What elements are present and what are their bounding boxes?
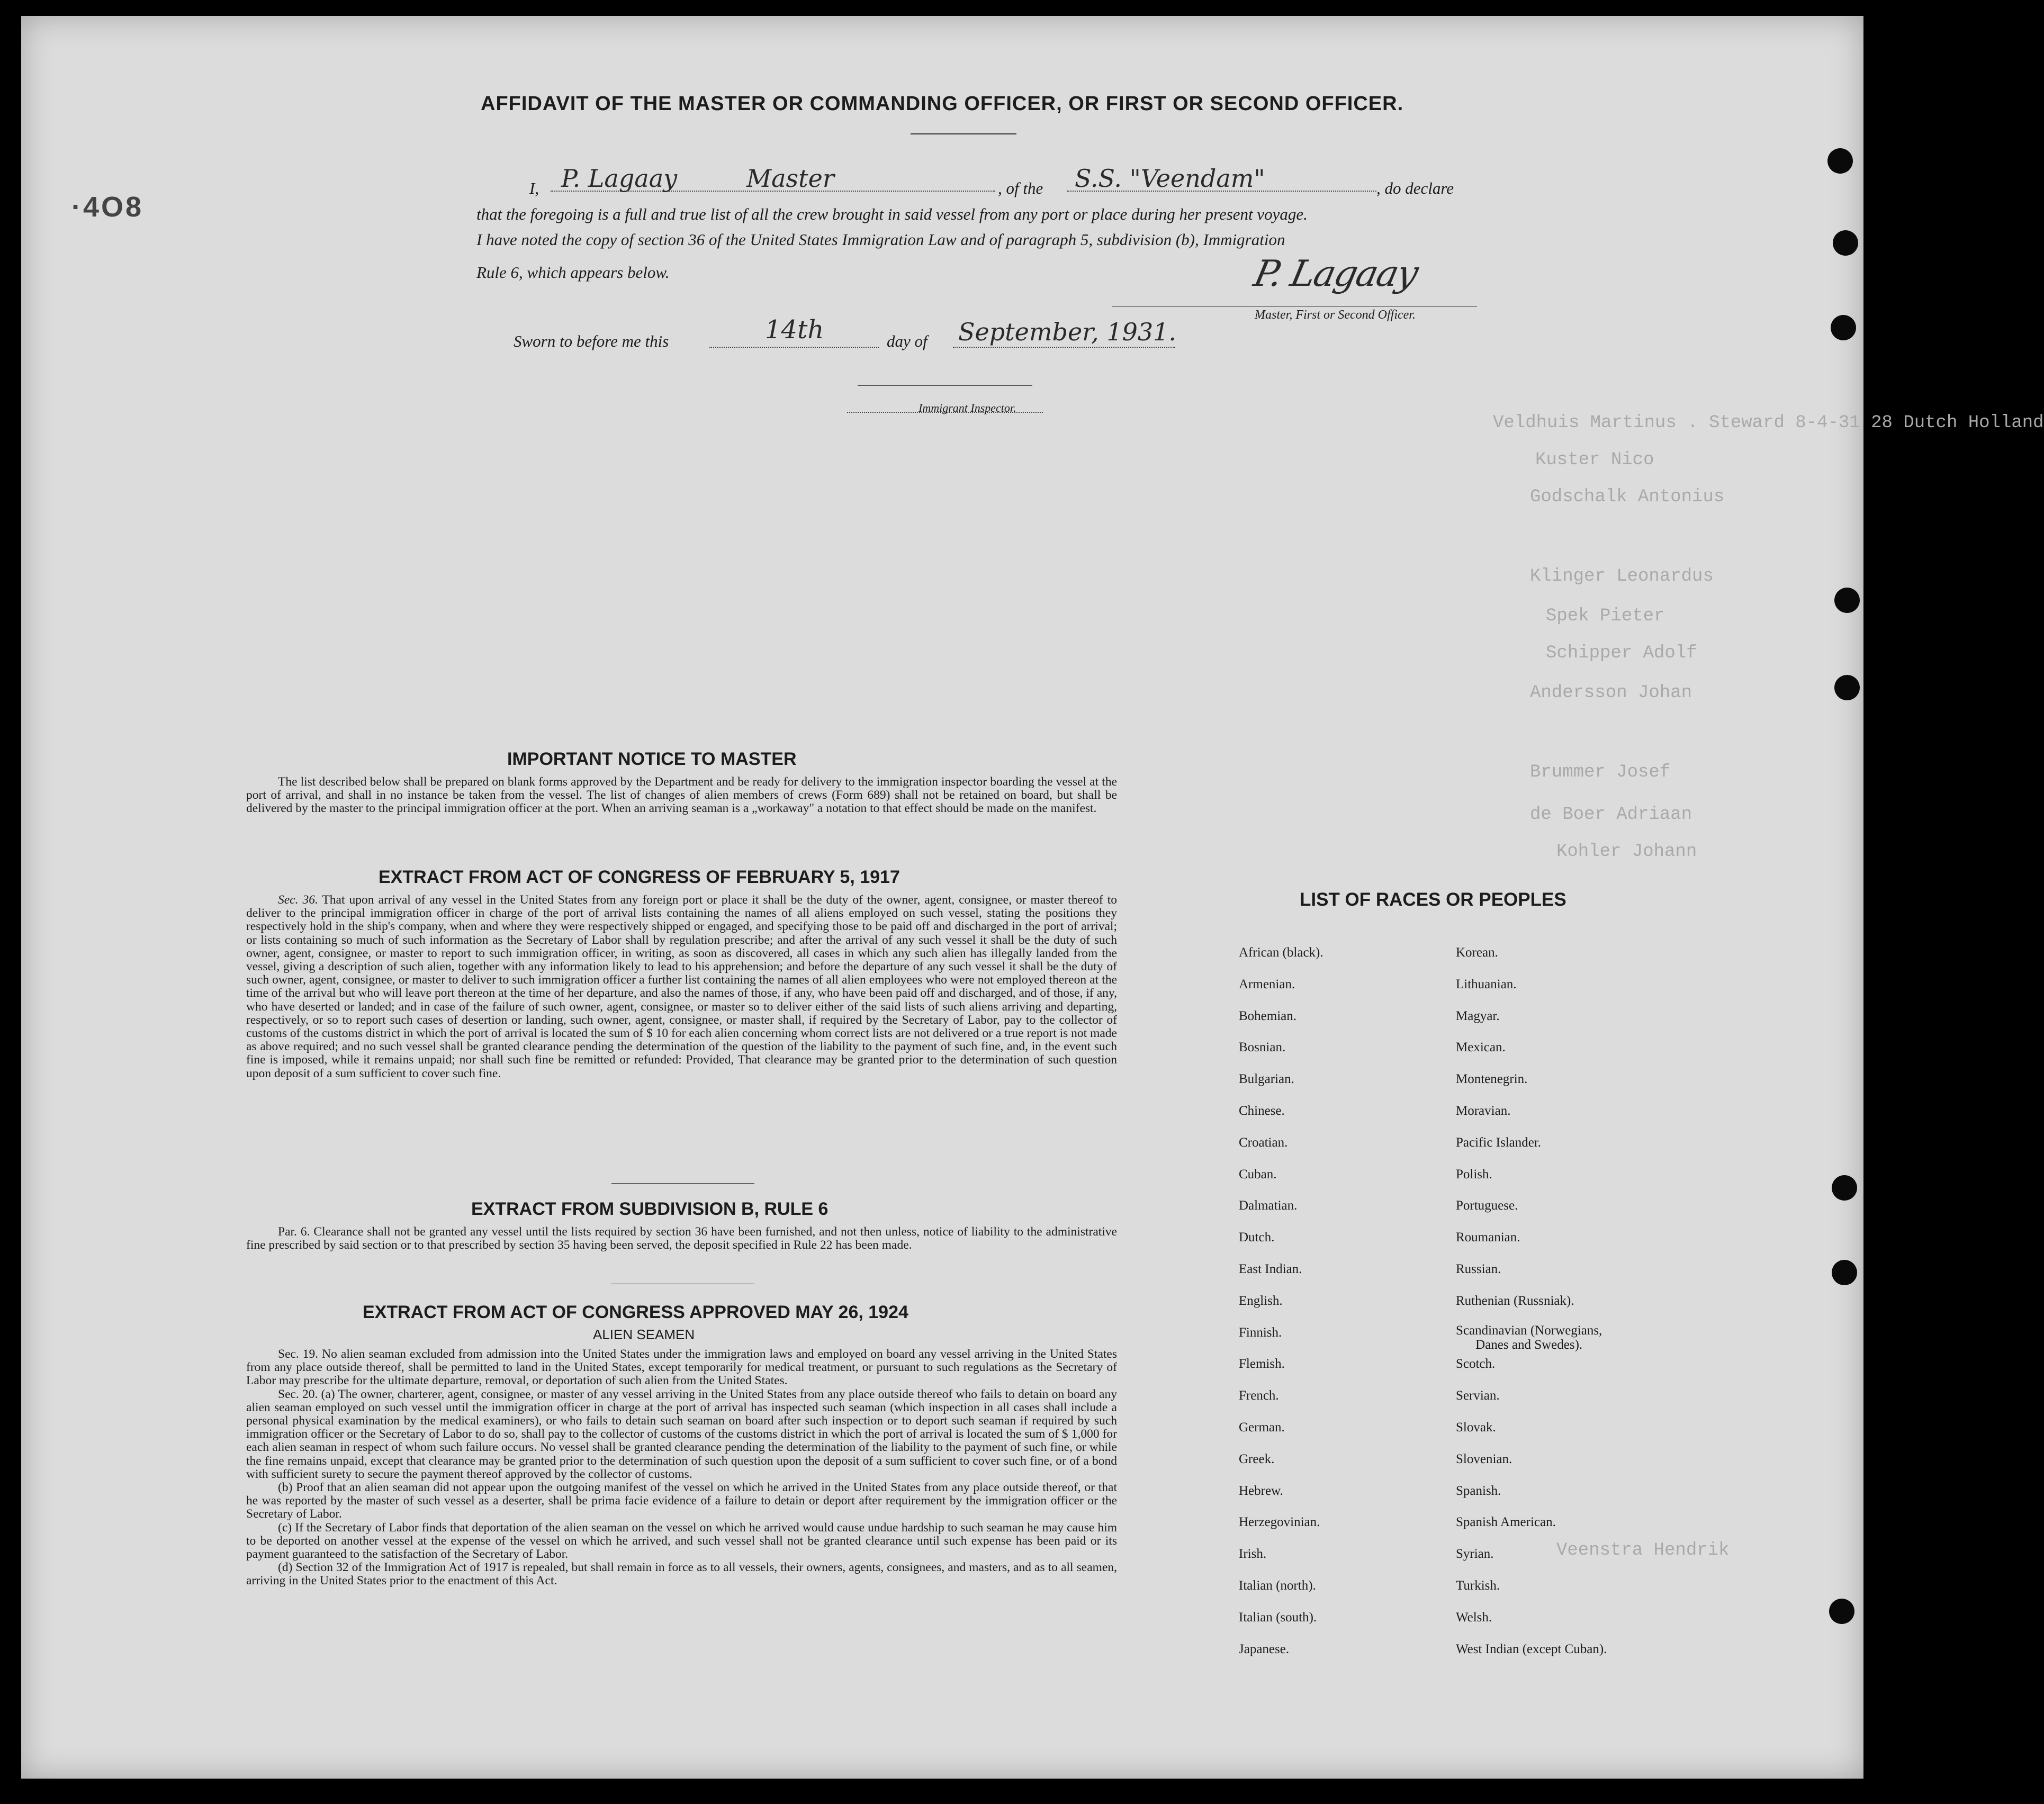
act-1924-title: EXTRACT FROM ACT OF CONGRESS APPROVED MAY 26, 1924 [363, 1302, 908, 1322]
bleed-through-text: Schipper Adolf [1546, 643, 1697, 663]
punch-hole [1829, 1599, 1854, 1624]
month-line [953, 347, 1175, 348]
declaration-do-declare: , do declare [1376, 179, 1454, 197]
notice-title: IMPORTANT NOTICE TO MASTER [507, 749, 797, 769]
race-item: Dutch. [1239, 1230, 1275, 1245]
race-item: Irish. [1239, 1547, 1267, 1562]
bleed-through-text: Spek Pieter [1546, 606, 1665, 626]
vessel-name: S.S. "Veendam" [1075, 164, 1265, 193]
master-name: P. Lagaay [561, 164, 678, 193]
bleed-through-text: Klinger Leonardus [1530, 566, 1714, 587]
section-20c-text: (c) If the Secretary of Labor finds that deportation of the alien seaman on the vessel on which he arrived would cause undue hardship to such seaman he may cause him to be deported on another vessel at the expense of the vessel on which he arrived, and such vessel shall not be granted clearance until such expense has been paid or its payment guaranteed to the satisfaction of the Secretary of Labor. [246, 1520, 1117, 1562]
race-item: Slovenian. [1456, 1451, 1512, 1466]
race-item: Korean. [1456, 945, 1498, 960]
race-item: Welsh. [1456, 1610, 1492, 1625]
declaration-line-2: that the foregoing is a full and true list of all the crew brought in said vessel from any port or place during her present voyage. [476, 205, 1308, 223]
master-rank: Master [746, 164, 834, 193]
race-item: Mexican. [1456, 1040, 1506, 1055]
race-item: Chinese. [1239, 1104, 1285, 1118]
sworn-prefix: Sworn to before me this [514, 332, 669, 350]
punch-hole [1832, 1175, 1857, 1201]
sworn-month-year: September, 1931. [958, 318, 1177, 346]
divider [858, 385, 1032, 386]
sworn-day: 14th [765, 315, 824, 345]
punch-hole [1832, 1260, 1857, 1285]
race-item: Syrian. [1456, 1547, 1494, 1562]
notice-text [246, 775, 1117, 816]
margin-stamp: ·4O8 [71, 191, 144, 223]
declaration-of-the: , of the [998, 179, 1043, 197]
punch-hole [1833, 230, 1858, 256]
races-title: LIST OF RACES OR PEOPLES [1300, 889, 1566, 910]
act-1917-text [246, 894, 1117, 1080]
race-item: Montenegrin. [1456, 1072, 1528, 1087]
race-item: Armenian. [1239, 977, 1295, 991]
race-item: Spanish American. [1456, 1515, 1556, 1530]
race-item: Roumanian. [1456, 1230, 1520, 1245]
declaration-i: I, [529, 179, 539, 197]
race-item: Polish. [1456, 1167, 1492, 1181]
race-item: Pacific Islander. [1456, 1135, 1542, 1150]
bleed-through-text: Godschalk Antonius [1530, 487, 1725, 507]
race-item: Ruthenian (Russniak). [1456, 1293, 1574, 1308]
race-item: Finnish. [1239, 1325, 1282, 1340]
race-item: French. [1239, 1388, 1279, 1403]
section-label: Sec. 36. [278, 893, 318, 907]
divider [611, 1183, 754, 1184]
section-20b-text: (b) Proof that an alien seaman did not appear upon the outgoing manifest of the vessel on which he arrived in the United States from any place outside thereof, or that he was reported by the master of such vessel as a deserter, shall be prima facie evidence of a failure to detain or deport after requirement by the immigration officer or the Secretary of Labor. [246, 1481, 1117, 1521]
rule-6-text [246, 1225, 1117, 1252]
race-item: Russian. [1456, 1262, 1501, 1276]
bleed-through-text: Veenstra Hendrik [1556, 1540, 1730, 1561]
declaration-line-4: Rule 6, which appears below. [476, 263, 670, 282]
section-20a-text: Sec. 20. (a) The owner, charterer, agent, consignee, or master of any vessel arriving in the United States from any place outside thereof who fails to detain on board any alien seaman employed on such vessel until the immigration officer in charge at the port of arrival has inspected such seaman (which inspection in all cases shall include a personal physical examination by the medical examiners), or who fails to detain such seaman on board after such inspection or to deport such seaman if required by such immigration officer or the Secretary of Labor to do so, shall pay to the collector of customs of the customs district in which the port of arrival is located the sum of $ 1,000 for each alien seaman in respect of whom such failure occurs. No vessel shall be granted clearance pending the determination of the liability to the payment of such fine, or while the fine remains unpaid, except that clearance may be granted prior to the determination of such question upon the deposit of a sum sufficient to cover such fine, or of a bond with sufficient surety to secure the payment thereof approved by the collector of customs. [246, 1387, 1117, 1481]
race-item: Bosnian. [1239, 1040, 1286, 1055]
race-item: Japanese. [1239, 1641, 1290, 1656]
act-1917-title: EXTRACT FROM ACT OF CONGRESS OF FEBRUARY 5, 1917 [379, 867, 900, 887]
race-item: Herzegovinian. [1239, 1515, 1320, 1530]
race-item: Lithuanian. [1456, 977, 1517, 991]
act-1924-text [246, 1348, 1117, 1588]
day-line [709, 347, 879, 348]
race-item: Dalmatian. [1239, 1198, 1298, 1213]
race-item: Bohemian. [1239, 1008, 1297, 1023]
punch-hole [1834, 588, 1860, 613]
section-19-text: Sec. 19. No alien seaman excluded from admission into the United States under the immigration laws and employed on board any vessel arriving in the United States from any place outside thereof, shall be permitted to land in the United States, except temporarily for medical treatment, or pursuant to such regulations as the Secretary of Labor may prescribe for the ultimate departure, removal, or deportation of such alien from the United States. [246, 1347, 1117, 1388]
race-item: German. [1239, 1420, 1285, 1435]
race-item: Spanish. [1456, 1483, 1501, 1498]
race-item: Greek. [1239, 1451, 1275, 1466]
inspector-label: Immigrant Inspector. [919, 401, 1016, 414]
punch-hole [1831, 315, 1856, 340]
punch-hole [1834, 675, 1860, 700]
race-item: Scotch. [1456, 1357, 1496, 1372]
sworn-day-of: day of [887, 332, 928, 350]
race-item: Slovak. [1456, 1420, 1496, 1435]
race-item: East Indian. [1239, 1262, 1302, 1276]
race-item: Croatian. [1239, 1135, 1288, 1150]
race-item: Portuguese. [1456, 1198, 1518, 1213]
bleed-through-text: de Boer Adriaan [1530, 805, 1692, 825]
bleed-through-text: Andersson Johan [1530, 683, 1692, 703]
rule-6-paragraph: Par. 6. Clearance shall not be granted any vessel until the lists required by section 36 have been furnished, and not then unless, notice of liability to the administrative fine prescribed by said section or to that prescribed by section 35 having been served, the deposit specified in Rule 22 has been made. [246, 1225, 1117, 1252]
race-item: Scandinavian (Norwegians, Danes and Swedes). [1456, 1323, 1602, 1352]
act-1924-subtitle: ALIEN SEAMEN [593, 1327, 695, 1342]
race-item: African (black). [1239, 945, 1323, 960]
race-item: Moravian. [1456, 1104, 1511, 1118]
race-item: Cuban. [1239, 1167, 1277, 1181]
signature-label: Master, First or Second Officer. [1255, 308, 1416, 322]
race-item: Magyar. [1456, 1008, 1500, 1023]
notice-paragraph: The list described below shall be prepared on blank forms approved by the Department and be ready for delivery to the immigration inspector boarding the vessel at the port of arrival, and shall in no instance be taken from the vessel. The list of changes of alien members of crews (Form 689) shall not be retained on board, but shall be delivered by the master to the principal immigration officer at the port. When an arriving seaman is a „workaway" a notation to that effect should be made on the manifest. [246, 775, 1117, 816]
affidavit-title: AFFIDAVIT OF THE MASTER OR COMMANDING OFFICER, OR FIRST OR SECOND OFFICER. [481, 93, 1404, 115]
divider [911, 133, 1016, 134]
declaration-line-3: I have noted the copy of section 36 of the United States Immigration Law and of paragraph 5, subdivision (b), Immigration [476, 230, 1285, 249]
race-item: West Indian (except Cuban). [1456, 1641, 1607, 1656]
master-signature: P. Lagaay [1250, 253, 1421, 295]
race-item: English. [1239, 1293, 1283, 1308]
race-item: Servian. [1456, 1388, 1500, 1403]
race-item: Italian (north). [1239, 1578, 1316, 1593]
race-item: Hebrew. [1239, 1483, 1283, 1498]
bleed-through-text: Brummer Josef [1530, 762, 1671, 782]
punch-hole [1827, 148, 1853, 174]
document-page [21, 16, 2044, 1779]
race-item: Flemish. [1239, 1357, 1285, 1372]
bleed-through-text: Kohler Johann [1556, 842, 1697, 862]
race-item: Italian (south). [1239, 1610, 1317, 1625]
race-item: Bulgarian. [1239, 1072, 1294, 1087]
bleed-through-text: Kuster Nico [1535, 450, 1654, 470]
bleed-through-text: Veldhuis Martinus . Steward 8-4-31 28 Dutch Holland [1493, 413, 2044, 433]
section-20d-text: (d) Section 32 of the Immigration Act of 1917 is repealed, but shall remain in force as to all vessels, their owners, agents, consignees, and masters, and as to all seamen, arriving in the United States prior to the enactment of this Act. [246, 1561, 1117, 1588]
rule-6-title: EXTRACT FROM SUBDIVISION B, RULE 6 [471, 1199, 829, 1219]
race-item: Turkish. [1456, 1578, 1500, 1593]
section-36-text: That upon arrival of any vessel in the United States from any foreign port or place it shall be the duty of the owner, agent, consignee, or master thereof to deliver to the principal immigration officer in charge of the port of arrival lists containing the names of all aliens employed on such vessel, stating the positions they respectively hold in the ship's company, when and where they were respectively shipped or engaged, and specifying those to be paid off and discharged in the port of arrival; or lists containing so much of such information as the Secretary of Labor shall by regulation prescribe; and after the arrival of any such vessel it shall be the duty of such owner, agent, consignee, or master to report to such immigration officer, in writing, as soon as discovered, all cases in which any such alien has illegally landed from the vessel, giving a description of such alien, together with any information likely to lead to his apprehension; and before the departure of any such vessel it shall be the duty of such owner, agent, consignee, or master to deliver to such immigration officer a further list containing the names of all alien employees who were not employed thereon at the time of the arrival but who will leave port thereon at the time of her departure, and also the names of those, if any, who have been paid off and discharged, and of those, if any, who have deserted or landed; and in case of the failure of such owner, agent, consignee, or master so to deliver either of the said lists of such aliens arriving and departing, respectively, or so to report such cases of desertion or landing, such owner, agent, consignee, or master shall, if required by the Secretary of Labor, pay to the collector of customs of the customs district in which the port of arrival is located the sum of $ 10 for each alien concerning whom correct lists are not delivered or a true report is not made as above required; and no such vessel shall be granted clearance pending the determination of the question of the liability to the payment of such fine, and, in the event such fine is imposed, while it remains unpaid; nor shall such fine be remitted or refunded: Provided, That clearance may be granted prior to the determination of such question upon deposit of a sum sufficient to cover such fine. [246, 893, 1117, 1080]
